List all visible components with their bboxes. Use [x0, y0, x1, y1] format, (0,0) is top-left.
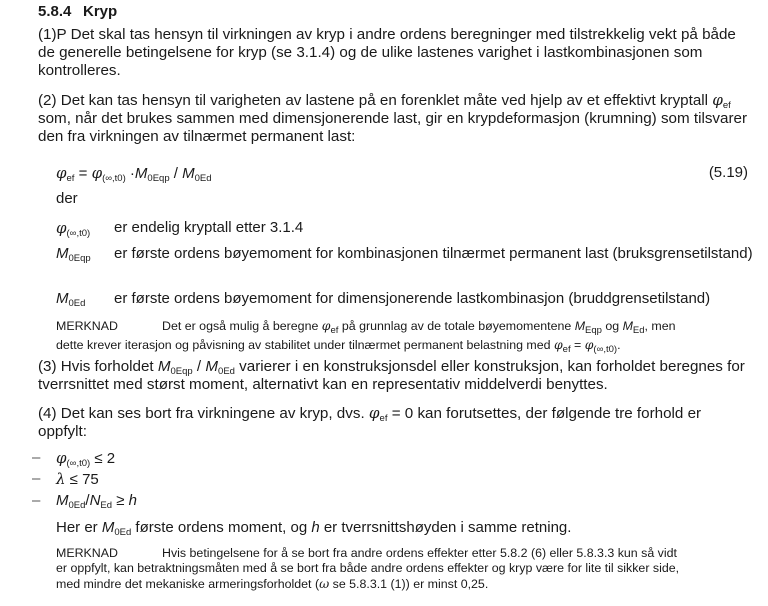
note-text: .: [617, 338, 621, 352]
subscript-ed: Ed: [632, 325, 645, 336]
dash-bullet: –: [32, 470, 41, 487]
phi-symbol: φ: [56, 164, 67, 182]
definition-m0eqp: [56, 245, 756, 281]
paragraph-1: [38, 26, 753, 80]
definition-symbol: [56, 219, 90, 238]
condition-text: [56, 470, 99, 488]
paragraph-3-text: (3) Hvis forholdet: [38, 358, 158, 375]
subscript-0ed: 0Ed: [114, 527, 132, 538]
dash-bullet: –: [32, 492, 41, 509]
equation-number: (5.19): [708, 164, 748, 181]
subscript-0ed: 0Ed: [194, 173, 212, 184]
subscript-inf-t0: (∞,t0): [66, 458, 91, 469]
paragraph-3-line: tverrsnittet med størst moment, alternativt kan en representativ middelverdi benyttes.: [38, 376, 608, 393]
definition-m0ed: [56, 290, 756, 308]
explanation-line: [56, 519, 571, 536]
note-1-line: [56, 337, 756, 353]
condition-relation: ≥: [112, 492, 129, 509]
subscript-inf-t0: (∞,t0): [66, 228, 91, 239]
omega-symbol: ω: [319, 576, 330, 591]
note-text: =: [570, 338, 585, 352]
explanation-text: første ordens moment, og: [131, 519, 312, 536]
phi-symbol: φ: [712, 91, 723, 109]
definition-symbol: [56, 290, 85, 308]
moment-symbol: M: [205, 358, 219, 375]
subscript-ef: ef: [722, 100, 731, 111]
subscript-0ed: 0Ed: [218, 366, 235, 377]
equals-sign: =: [74, 165, 92, 182]
note-text: på grunnlag av de totale bøyemomentene: [338, 319, 575, 333]
note-text: med mindre det mekaniske armeringsforholdet (: [56, 577, 320, 591]
subscript-eqp: Eqp: [585, 325, 602, 336]
phi-symbol: φ: [321, 318, 331, 333]
condition-relation: ≤ 75: [65, 471, 99, 488]
section-number: 5.8.4: [38, 3, 72, 20]
paragraph-4-line: [38, 404, 753, 423]
note-label: MERKNAD: [56, 546, 118, 560]
phi-symbol: φ: [91, 164, 103, 182]
subscript-ef: ef: [562, 344, 571, 355]
definition-phi-inf: [56, 219, 756, 237]
lambda-symbol: λ: [56, 470, 66, 488]
paragraph-3-text: varierer i en konstruksjonsdel eller konstruksjon, kan forholdet beregnes for: [234, 358, 745, 375]
note-text: , men: [644, 319, 676, 333]
paragraph-2-line: som, når det brukes sammen med dimensjonerende last, gir en krypdeformasjon (krumning) som tilsvarer: [38, 110, 748, 127]
definition-text: er endelig kryptall etter 3.1.4: [114, 219, 304, 236]
note-2-line: er oppfylt, kan betraktningsmåten med å se bort fra både andre ordens effekter og kryp være for lite til sikker side,: [56, 561, 680, 575]
condition-relation: ≤ 2: [90, 450, 116, 467]
subscript-0ed: 0Ed: [68, 298, 86, 309]
dash-bullet: –: [32, 449, 41, 466]
subscript-inf-t0: (∞,t0): [593, 344, 618, 355]
moment-symbol: M: [101, 519, 115, 536]
phi-symbol: φ: [56, 449, 67, 467]
phi-symbol: φ: [584, 337, 594, 352]
note-text: se 5.8.3.1 (1)) er minst 0,25.: [329, 577, 489, 591]
note-2-line: [56, 546, 756, 561]
note-1: [56, 318, 756, 353]
moment-symbol: M: [574, 319, 586, 333]
paragraph-2-line: [38, 91, 753, 110]
condition-text: [56, 449, 115, 467]
note-2-line: [56, 576, 756, 592]
paragraph-3: [38, 358, 753, 394]
paragraph-4-line: oppfylt:: [38, 423, 87, 440]
subscript-0ed: 0Ed: [68, 500, 86, 511]
note-2: [56, 546, 756, 592]
moment-symbol: M: [56, 245, 69, 262]
note-label: MERKNAD: [56, 319, 118, 333]
condition-text: [56, 492, 137, 509]
subscript-ef: ef: [330, 325, 339, 336]
formula-5-19: [56, 164, 212, 182]
moment-symbol: M: [56, 492, 69, 509]
explanation-text: er tverrsnittshøyden i samme retning.: [319, 519, 572, 536]
section-heading: [38, 3, 117, 20]
axial-force-symbol: N: [89, 492, 101, 509]
moment-symbol: M: [56, 290, 69, 307]
paragraph-2-line: den fra virkningen av tilnærmet permanent last:: [38, 128, 356, 145]
subscript-ef: ef: [66, 173, 75, 184]
subscript-0eqp: 0Eqp: [170, 366, 193, 377]
paragraph-2: [38, 91, 753, 146]
subscript-0eqp: 0Eqp: [68, 253, 91, 264]
moment-symbol: M: [134, 165, 148, 182]
definition-text: er første ordens bøyemoment for dimensjonerende lastkombinasjon (bruddgrensetilstand): [114, 290, 711, 307]
note-text: Det er også mulig å beregne: [162, 319, 322, 333]
note-text: Hvis betingelsene for å se bort fra andre ordens effekter etter 5.8.2 (6) eller 5.8.3.3 kun så vidt: [162, 546, 677, 560]
note-text: og: [601, 319, 623, 333]
note-text: dette krever iterasjon og påvisning av stabilitet under tilnærmet permanent belastning med: [56, 338, 554, 352]
division-slash: /: [192, 358, 206, 375]
definition-symbol: [56, 245, 91, 263]
paragraph-4: [38, 404, 753, 441]
note-1-line: [56, 318, 756, 334]
explanation-text: Her er: [56, 519, 102, 536]
paragraph-1-line: de generelle betingelsene for kryp (se 3.1.4) og de ulike lastenes varighet i lastkombinasjonen som: [38, 44, 703, 61]
moment-symbol: M: [182, 165, 195, 182]
division-slash: /: [85, 492, 90, 509]
multiply-dot: ·: [125, 165, 135, 182]
paragraph-4-text: (4) Det kan ses bort fra virkningene av kryp, dvs.: [38, 405, 369, 422]
paragraph-1-line: (1)P Det skal tas hensyn til virkningen av kryp i andre ordens beregninger med tilstrekkelig vekt på både: [38, 26, 736, 43]
height-symbol: h: [311, 519, 320, 536]
subscript-0eqp: 0Eqp: [147, 173, 170, 184]
height-symbol: h: [128, 492, 137, 509]
division-slash: /: [169, 165, 183, 182]
subscript-ef: ef: [379, 413, 388, 424]
subscript-ed: Ed: [100, 500, 113, 511]
paragraph-2-text: (2) Det kan tas hensyn til varigheten av lastene på en forenklet måte ved hjelp av et effektivt kryptall: [38, 92, 713, 109]
subscript-inf-t0: (∞,t0): [102, 173, 126, 184]
phi-symbol: φ: [368, 404, 380, 422]
paragraph-1-line: kontrolleres.: [38, 62, 121, 79]
moment-symbol: M: [622, 319, 633, 333]
definition-text: er første ordens bøyemoment for kombinasjonen tilnærmet permanent last (bruksgrensetilstand): [114, 245, 753, 262]
where-label: der: [56, 190, 78, 207]
paragraph-4-text: = 0 kan forutsettes, der følgende tre forhold er: [387, 405, 702, 422]
paragraph-3-line: [38, 358, 753, 376]
moment-symbol: M: [157, 358, 171, 375]
phi-symbol: φ: [56, 219, 67, 237]
section-title: Kryp: [83, 3, 118, 20]
phi-symbol: φ: [553, 337, 563, 352]
